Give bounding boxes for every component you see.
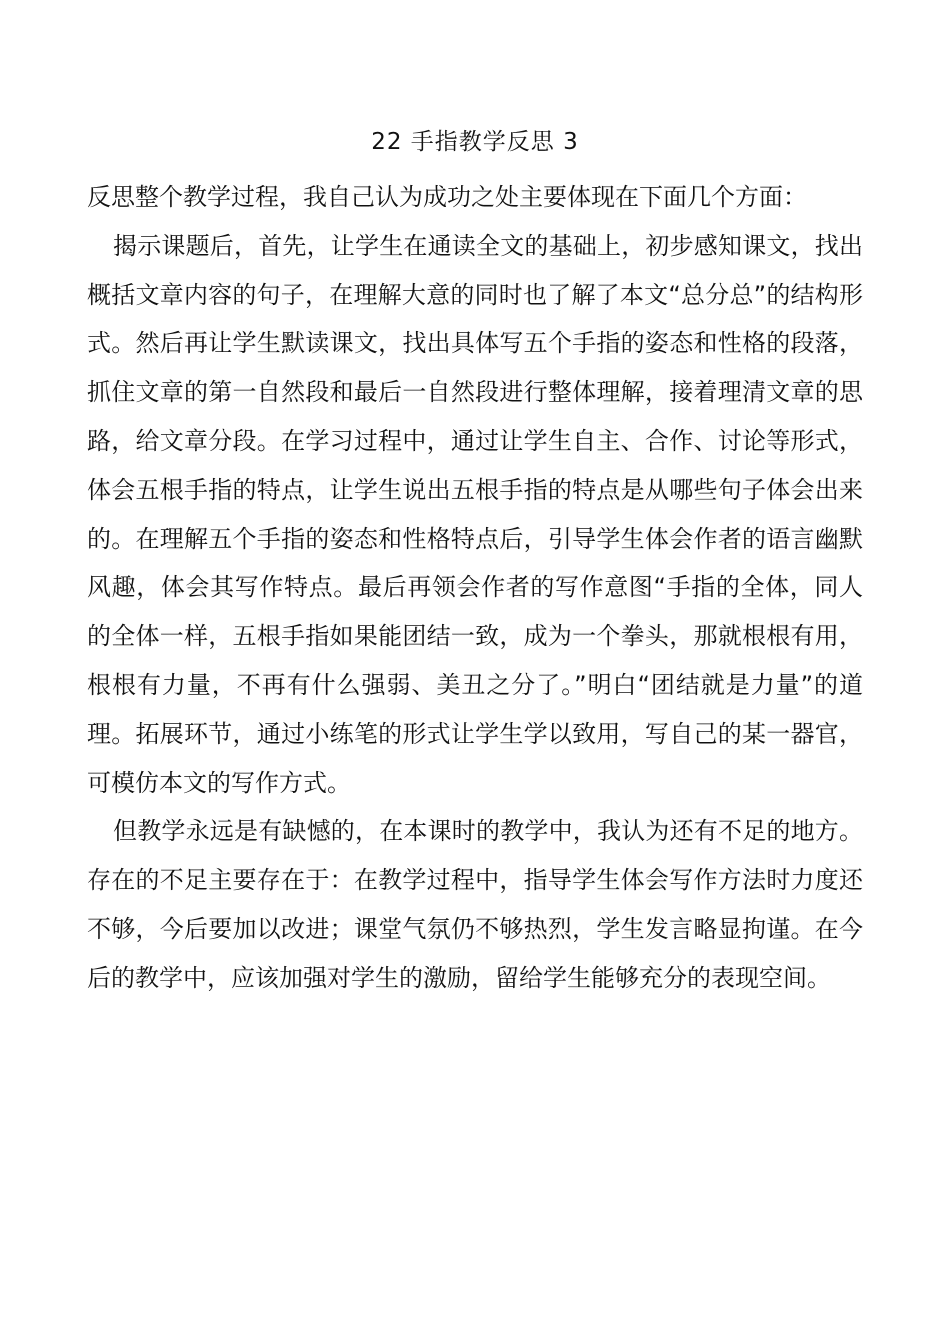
- document-body: [87, 173, 863, 1003]
- paragraph-strengths: 揭示课题后，首先，让学生在通读全文的基础上，初步感知课文，找出概括文章内容的句子，在理解大意的同时也了解了本文“总分总”的结构形式。然后再让学生默读课文，找出具体写五个手指的姿态和性格的段落，抓住文章的第一自然段和最后一自然段进行整体理解，接着理清文章的思路，给文章分段。在学习过程中，通过让学生自主、合作、讨论等形式，体会五根手指的特点，让学生说出五根手指的特点是从哪些句子体会出来的。在理解五个手指的姿态和性格特点后，引导学生体会作者的语言幽默风趣，体会其写作特点。最后再领会作者的写作意图“手指的全体，同人的全体一样，五根手指如果能团结一致，成为一个拳头，那就根根有用，根根有力量，不再有什么强弱、美丑之分了。”明白“团结就是力量”的道理。拓展环节，通过小练笔的形式让学生学以致用，写自己的某一器官，可模仿本文的写作方式。: [87, 231, 863, 797]
- paragraph-intro: 反思整个教学过程，我自己认为成功之处主要体现在下面几个方面：: [87, 183, 807, 211]
- paragraph-shortcomings: 但教学永远是有缺憾的，在本课时的教学中，我认为还有不足的地方。存在的不足主要存在于：在教学过程中，指导学生体会写作方法时力度还不够，今后要加以改进；课堂气氛仍不够热烈，学生发言略显拘谨。在今后的教学中，应该加强对学生的激励，留给学生能够充分的表现空间。: [87, 817, 863, 992]
- document-title: 22 手指教学反思 3: [371, 129, 579, 155]
